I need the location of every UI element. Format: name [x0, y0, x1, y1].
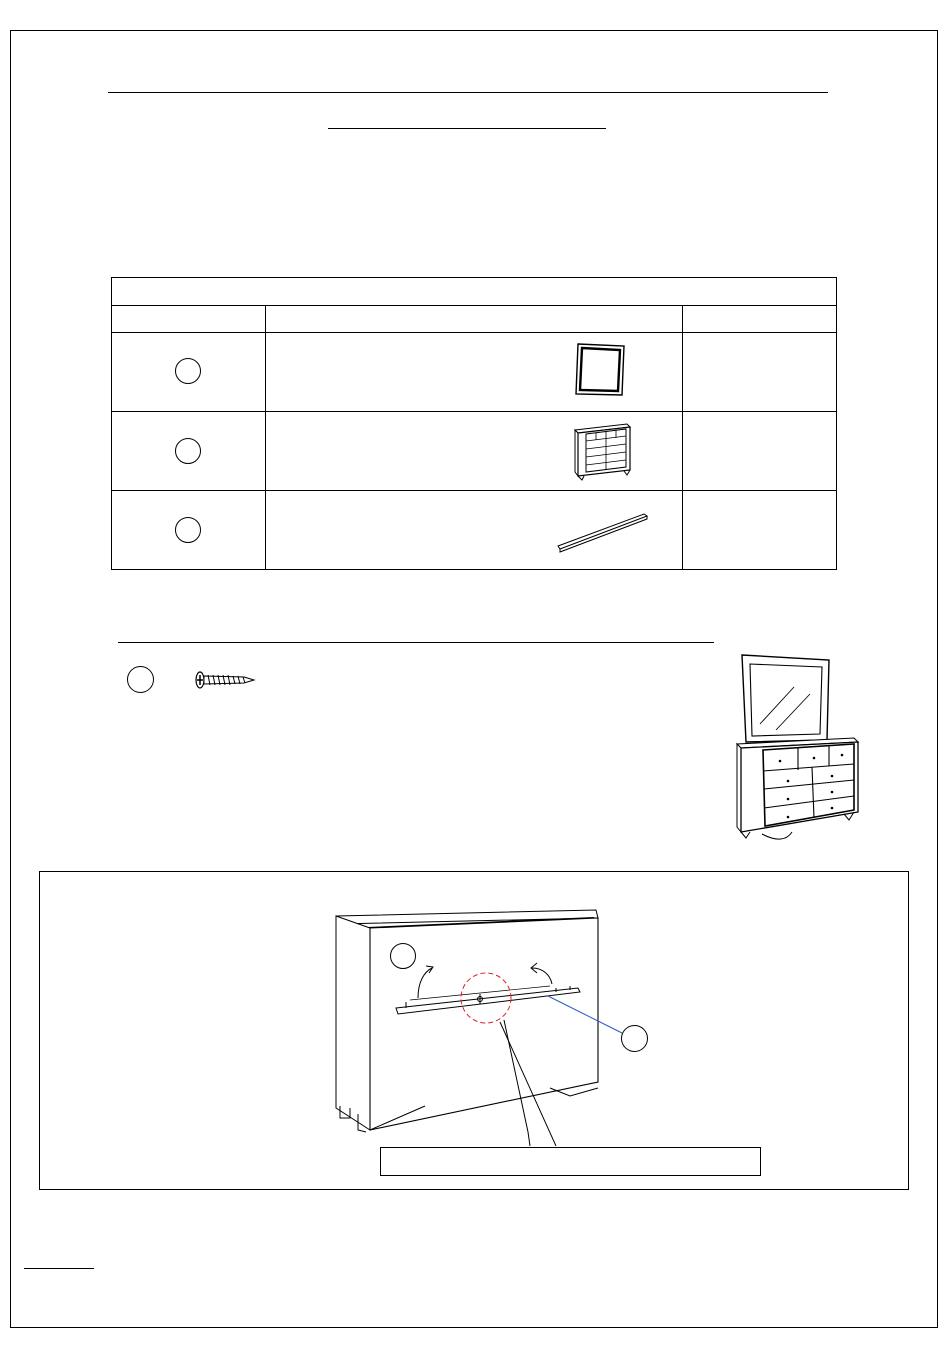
part-number-circle: [175, 517, 201, 543]
screw-icon: [194, 670, 256, 690]
support-bracket-icon: [556, 510, 650, 552]
dresser-with-mirror-icon: [732, 652, 864, 852]
dresser-back-illustration: [320, 902, 660, 1152]
table-column-rule: [682, 305, 683, 570]
table-header-top-rule: [111, 305, 837, 306]
table-row-rule: [111, 411, 837, 412]
table-header-bottom-rule: [111, 332, 837, 333]
callout-circle-a: [390, 943, 416, 969]
subtitle-rule: [328, 128, 606, 129]
footer-rule: [24, 1268, 94, 1269]
table-column-rule: [265, 305, 266, 570]
title-rule: [108, 92, 828, 93]
dresser-icon: [572, 420, 632, 482]
part-number-circle: [175, 438, 201, 464]
part-number-circle: [175, 358, 201, 384]
parts-table: [111, 277, 837, 570]
mirror-icon: [574, 342, 626, 398]
table-row-rule: [111, 490, 837, 491]
hardware-letter-circle: [127, 666, 154, 693]
hardware-rule: [118, 642, 714, 643]
step-note-box: [380, 1147, 761, 1176]
callout-circle-b: [621, 1025, 648, 1052]
